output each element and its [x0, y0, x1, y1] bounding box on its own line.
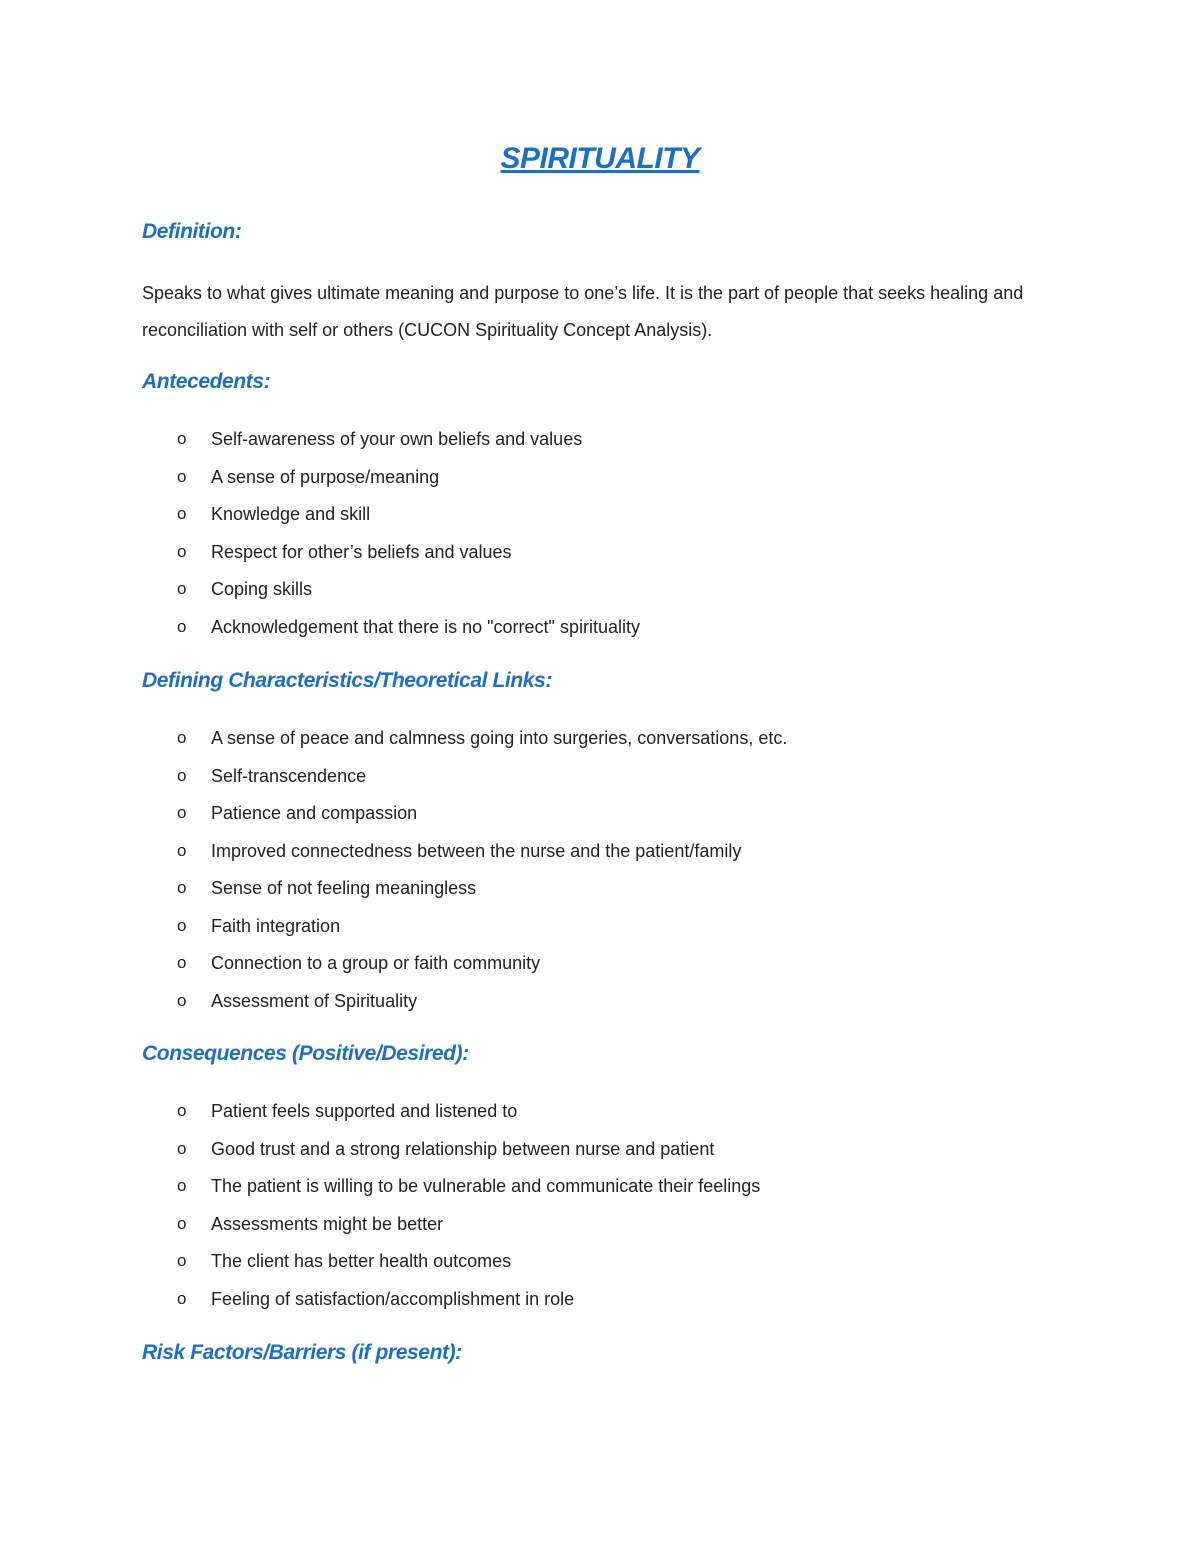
list-item-text: The client has better health outcomes: [211, 1251, 512, 1271]
list-item-text: Coping skills: [211, 579, 313, 599]
list-item-text: Good trust and a strong relationship between nurse and patient: [211, 1138, 715, 1159]
list-item-text: Assessments might be better: [211, 1213, 444, 1234]
list-item-text: Acknowledgement that there is no "correct" spirituality: [211, 616, 640, 637]
list-item-text: Self-awareness of your own beliefs and values: [211, 429, 583, 449]
list-item-text: Assessment of Spirituality: [211, 990, 418, 1011]
list-item-text: Improved connectedness between the nurse and the patient/family: [211, 840, 742, 861]
bullet-marker: o: [177, 878, 187, 897]
list-item-text: Faith integration: [211, 915, 341, 936]
bullet-marker: o: [177, 990, 187, 1010]
bullet-marker: o: [177, 1213, 187, 1233]
bullet-marker: o: [177, 803, 187, 822]
list-item-text: Sense of not feeling meaningless: [211, 878, 477, 898]
bullet-marker: o: [177, 504, 187, 523]
definition-text: Speaks to what gives ultimate meaning and purpose to one’s life. It is the part of people that seeks healing and reconciliation with self or others (CUCON Spirituality Concept Analysis).: [142, 283, 1024, 340]
list-item-text: Patience and compassion: [211, 803, 418, 823]
bullet-marker: o: [177, 765, 187, 785]
list-item-text: Connection to a group or faith community: [211, 953, 541, 973]
bullet-marker: o: [177, 1101, 187, 1120]
risk-factors-heading: Risk Factors/Barriers (if present):: [142, 1341, 462, 1364]
bullet-marker: o: [177, 1251, 187, 1270]
antecedents-heading: Antecedents:: [142, 370, 271, 393]
list-item-text: The patient is willing to be vulnerable and communicate their feelings: [211, 1176, 761, 1196]
list-item-text: A sense of purpose/meaning: [211, 466, 440, 487]
bullet-marker: o: [177, 728, 187, 747]
list-item-text: Feeling of satisfaction/accomplishment in role: [211, 1288, 575, 1309]
consequences-heading: Consequences (Positive/Desired):: [142, 1042, 469, 1065]
bullet-marker: o: [177, 1176, 187, 1195]
document-title: SPIRITUALITY: [500, 142, 700, 175]
bullet-marker: o: [177, 466, 187, 486]
defining-characteristics-heading: Defining Characteristics/Theoretical Links:: [142, 669, 552, 692]
bullet-marker: o: [177, 616, 187, 636]
list-item-text: Self-transcendence: [211, 765, 367, 786]
bullet-marker: o: [177, 1138, 187, 1158]
bullet-marker: o: [177, 579, 187, 598]
list-item-text: Respect for other’s beliefs and values: [211, 541, 512, 562]
bullet-marker: o: [177, 1288, 187, 1308]
definition-heading: Definition:: [142, 220, 242, 243]
bullet-marker: o: [177, 429, 187, 448]
list-item-text: Patient feels supported and listened to: [211, 1101, 518, 1121]
bullet-marker: o: [177, 840, 187, 860]
bullet-marker: o: [177, 953, 187, 972]
list-item-text: Knowledge and skill: [211, 504, 371, 524]
bullet-marker: o: [177, 915, 187, 935]
list-item-text: A sense of peace and calmness going into surgeries, conversations, etc.: [211, 728, 788, 748]
bullet-marker: o: [177, 541, 187, 561]
